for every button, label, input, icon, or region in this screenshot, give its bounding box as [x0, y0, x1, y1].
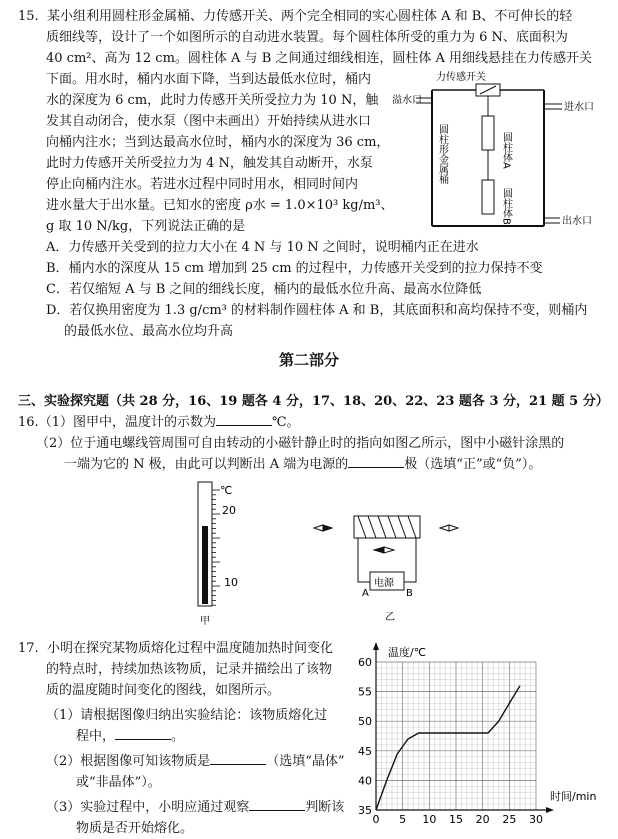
x-tick-label: 20 — [475, 813, 490, 825]
q17-blank-1[interactable] — [115, 727, 171, 740]
section-3-title: 三、实验探究题（共 28 分，16、19 题各 4 分，17、18、20、22、23 题各 3 分，21 题 5 分） — [18, 394, 609, 409]
question-16 — [18, 412, 610, 475]
cyl-b-label: 圆柱体B — [500, 188, 512, 225]
cylinder-b — [482, 180, 494, 214]
compass-right — [440, 525, 458, 531]
switch-label: 力传感开关 — [436, 72, 486, 83]
chart-grid — [376, 662, 536, 810]
q15-line-4: 水的深度为 6 cm，此时力传感开关所受拉力为 10 N，触 — [46, 93, 379, 108]
q17-p1: （1）请根据图像归纳出实验结论：该物质熔化过 — [46, 708, 328, 723]
y-tick-label: 35 — [358, 804, 372, 817]
wire-left — [358, 538, 370, 582]
thermo-tick-10: 10 — [224, 576, 238, 589]
q17-blank-3[interactable] — [249, 798, 305, 811]
q15-option-d: D．若仅换用密度为 1.3 g/cm³ 的材料制作圆柱体 A 和 B，其底面积和高均保持不变，则桶内 — [46, 303, 588, 318]
cylinder-a — [482, 116, 494, 150]
inlet-label: 进水口 — [564, 102, 594, 113]
y-tick-labels — [358, 656, 372, 817]
solenoid-core — [354, 516, 420, 538]
q17-p2-cont: 或“非晶体”）。 — [76, 775, 161, 790]
thermometer-ticks — [212, 490, 220, 605]
q15-line-5: 发其自动闭合，使水泵（图中未画出）开始持续从进水口 — [46, 114, 372, 129]
outlet-label: 出水口 — [562, 216, 592, 227]
water-device-figure — [392, 68, 618, 234]
overflow-label: 溢水口 — [392, 95, 422, 106]
melting-chart — [350, 640, 614, 825]
thermometer-liquid — [202, 526, 208, 604]
thermo-unit: ℃ — [220, 484, 233, 497]
bucket-label: 圆柱形金属桶 — [436, 124, 448, 184]
x-tick-label: 25 — [502, 813, 517, 825]
q17-p2: （2）根据图像可知该物质是 （选填“晶体” — [46, 754, 345, 769]
q17-p3-cont: 物质是否开始熔化。 — [76, 821, 194, 836]
q15-option-b: B．桶内水的深度从 15 cm 增加到 25 cm 的过程中，力传感开关受到的拉力保持不变 — [46, 261, 543, 276]
y-tick-label: 40 — [358, 774, 372, 788]
q16-blank-1[interactable] — [216, 413, 272, 426]
chart-axes — [373, 642, 554, 813]
cyl-a-label: 圆柱体A — [500, 132, 512, 169]
q15-number: 15. — [18, 9, 39, 24]
solenoid-figure — [310, 508, 470, 626]
y-tick-label: 50 — [358, 715, 372, 729]
q15-line-7: 此时力传感开关所受拉力为 4 N，触发其自动断开，水泵 — [46, 156, 373, 171]
compass-left — [314, 525, 332, 531]
q15-line-1: 质细线等，设计了一个如图所示的自动进水装置。每个圆柱体所受的重力为 6 N、底面积为 — [46, 30, 568, 45]
thermo-tick-20: 20 — [222, 504, 236, 517]
q15-option-d-cont: 的最低水位、最高水位均升高 — [64, 324, 234, 339]
y-tick-label: 45 — [358, 744, 372, 758]
q15-line-0: 15. 某小组利用圆柱形金属桶、力传感开关、两个完全相同的实心圆柱体 A 和 B、不可伸长的轻 — [18, 9, 573, 24]
y-tick-label: 55 — [358, 685, 372, 699]
q15-line-9: 进水量大于出水量。已知水的密度 ρ水 = 1.0×10³ kg/m³、 — [46, 198, 394, 213]
outlet-port — [544, 218, 560, 223]
q15-option-c: C．若仅缩短 A 与 B 之间的细线长度，桶内的最低水位升高、最高水位降低 — [46, 282, 482, 297]
power-label: 电源 — [374, 578, 394, 589]
x-tick-label: 0 — [372, 813, 380, 825]
q15-line-2: 40 cm²、高为 12 cm。圆柱体 A 与 B 之间通过细线相连，圆柱体 A 用细线悬挂在力传感开关 — [46, 51, 593, 66]
q16-part2-line1: （2）位于通电螺线管周围可自由转动的小磁针静止时的指向如图乙所示，图中小磁针涂黑的 — [36, 436, 565, 451]
q15-line-3: 下面。用水时，桶内水面下降，当到达最低水位时，桶内 — [46, 72, 372, 87]
q15-line-6: 向桶内注水；当到达最高水位时，桶内水的深度为 36 cm， — [46, 135, 390, 150]
q17-intro-1: 的特点时，持续加热该物质，记录并描绘出了该物 — [46, 662, 333, 677]
y-axis-label: 温度/℃ — [388, 646, 427, 659]
wire-right — [404, 538, 416, 582]
y-tick-label: 60 — [358, 656, 372, 669]
q16-part2-line2: 一端为它的 N 极，由此可以判断出 A 端为电源的 极（选填“正”或“负”）。 — [64, 457, 542, 472]
x-axis-label: 时间/min — [550, 790, 597, 803]
x-tick-labels — [373, 813, 544, 825]
thermometer-figure — [176, 480, 256, 628]
q16-blank-2[interactable] — [348, 455, 404, 468]
part-2-title: 第二部分 — [278, 351, 339, 369]
terminal-b: B — [406, 588, 413, 599]
q17-p3: （3）实验过程中，小明应通过观察 判断该 — [46, 800, 345, 815]
q17-blank-2[interactable] — [210, 752, 266, 765]
x-tick-label: 10 — [422, 813, 437, 825]
q17-p1-cont: 程中， 。 — [76, 729, 185, 744]
temperature-curve — [376, 686, 520, 810]
x-tick-label: 30 — [529, 813, 543, 825]
question-17 — [18, 638, 358, 839]
q16-number: 16. — [18, 415, 39, 430]
inlet-port — [544, 104, 562, 109]
thermo-caption: 甲 — [200, 616, 210, 627]
terminal-a: A — [362, 588, 369, 599]
q15-line-8: 停止向桶内注水。若进水过程中同时用水，相同时间内 — [46, 177, 359, 192]
compass-below — [374, 547, 394, 553]
q17-number: 17. — [18, 641, 39, 656]
q17-intro-0: 17. 小明在探究某物质熔化过程中温度随加热时间变化 — [18, 641, 333, 656]
x-tick-label: 15 — [449, 813, 463, 825]
q16-part1: 16.（1）图甲中，温度计的示数为 ℃。 — [18, 415, 300, 430]
q15-option-a: A．力传感开关受到的拉力大小在 4 N 与 10 N 之间时，说明桶内正在进水 — [46, 240, 479, 255]
q15-line-10: g 取 10 N/kg，下列说法正确的是 — [46, 219, 246, 234]
q17-intro-2: 质的温度随时间变化的图线，如图所示。 — [46, 683, 281, 698]
x-tick-label: 5 — [399, 813, 407, 825]
solenoid-caption: 乙 — [385, 612, 395, 623]
